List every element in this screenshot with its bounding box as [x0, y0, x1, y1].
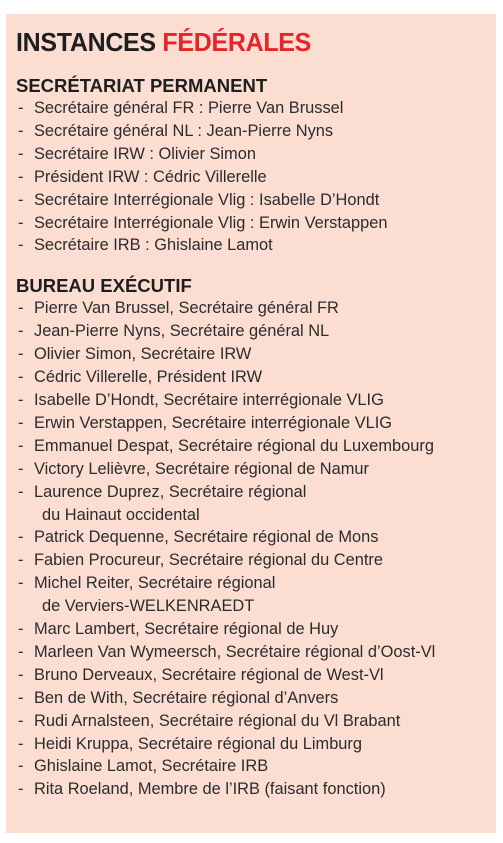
bullet-dash: - [18, 688, 24, 707]
bullet-dash: - [18, 322, 24, 341]
list-item-text: Secrétaire général FR : Pierre Van Brussel [34, 99, 344, 117]
list-item-text: Olivier Simon, Secrétaire IRW [34, 345, 252, 364]
bullet-dash: - [18, 459, 24, 478]
list-item-text: Heidi Kruppa, Secrétaire régional du Limburg [34, 734, 362, 753]
list-item-text: Emmanuel Despat, Secrétaire régional du Luxembourg [34, 436, 434, 455]
list-item [16, 641, 496, 664]
list-item [16, 458, 496, 481]
list-item [16, 212, 496, 235]
bullet-dash: - [18, 99, 24, 117]
bullet-dash: - [18, 213, 24, 232]
secretariat-list [16, 97, 496, 257]
list-item-text: Isabelle D’Hondt, Secrétaire interrégionale VLIG [34, 390, 384, 409]
bullet-dash: - [18, 299, 24, 318]
instances-panel [6, 14, 496, 833]
bullet-dash: - [18, 436, 24, 455]
list-item-text: Cédric Villerelle, Président IRW [34, 368, 263, 387]
bullet-dash: - [18, 574, 24, 593]
list-item-text: Rudi Arnalsteen, Secrétaire régional du Vl Brabant [34, 711, 401, 730]
bullet-dash: - [18, 711, 24, 730]
list-item-text: Victory Lelièvre, Secrétaire régional de Namur [34, 459, 369, 478]
bullet-dash: - [18, 167, 24, 186]
bullet-dash: - [18, 780, 24, 799]
list-item [16, 435, 496, 458]
list-item [16, 343, 496, 366]
list-item [16, 664, 496, 687]
list-item-text-continued: du Hainaut occidental [42, 505, 200, 524]
list-item-text: Pierre Van Brussel, Secrétaire général FR [34, 299, 339, 318]
bullet-dash: - [18, 620, 24, 639]
bullet-dash: - [18, 121, 24, 140]
list-item-text: Secrétaire IRW : Olivier Simon [34, 144, 256, 163]
bullet-dash: - [18, 236, 24, 255]
bureau-list [16, 297, 496, 801]
bullet-dash: - [18, 757, 24, 776]
list-item-text: Secrétaire Interrégionale Vlig : Erwin Verstappen [34, 213, 388, 232]
section-heading-secretariat: SECRÉTARIAT PERMANENT [16, 75, 268, 96]
list-item [16, 710, 496, 733]
list-item [16, 618, 496, 641]
list-item-text: Fabien Procureur, Secrétaire régional du Centre [34, 551, 383, 570]
list-item-text-continued: de Verviers-WELKENRAEDT [42, 597, 255, 616]
bullet-dash: - [18, 642, 24, 661]
list-item-text: Ghislaine Lamot, Secrétaire IRB [34, 757, 269, 776]
list-item [16, 733, 496, 756]
list-item [16, 481, 496, 527]
list-item [16, 412, 496, 435]
list-item [16, 526, 496, 549]
list-item [16, 687, 496, 710]
list-item [16, 189, 496, 212]
list-item-text: Secrétaire Interrégionale Vlig : Isabelle D’Hondt [34, 190, 380, 209]
bullet-dash: - [18, 413, 24, 432]
bullet-dash: - [18, 482, 24, 501]
list-item [16, 572, 496, 618]
list-item [16, 120, 496, 143]
list-item-text: Secrétaire IRB : Ghislaine Lamot [34, 236, 273, 255]
list-item [16, 549, 496, 572]
list-item [16, 389, 496, 412]
list-item-text: Patrick Dequenne, Secrétaire régional de Mons [34, 528, 379, 547]
bullet-dash: - [18, 551, 24, 570]
bullet-dash: - [18, 368, 24, 387]
bullet-dash: - [18, 734, 24, 753]
bullet-dash: - [18, 528, 24, 547]
list-item [16, 778, 496, 801]
section-heading-bureau: BUREAU EXÉCUTIF [16, 275, 192, 297]
bullet-dash: - [18, 345, 24, 364]
list-item-text: Bruno Derveaux, Secrétaire régional de West-Vl [34, 665, 384, 684]
title-part-1: INSTANCES [16, 27, 163, 57]
list-item [16, 366, 496, 389]
list-item [16, 234, 496, 257]
bullet-dash: - [18, 665, 24, 684]
title-part-2-accent: FÉDÉRALES [162, 27, 312, 57]
page-title [16, 26, 477, 60]
list-item [16, 320, 496, 343]
bullet-dash: - [18, 190, 24, 209]
list-item-text: Jean-Pierre Nyns, Secrétaire général NL [34, 322, 330, 341]
list-item [16, 297, 496, 320]
bullet-dash: - [18, 144, 24, 163]
list-item-text: Secrétaire général NL : Jean-Pierre Nyns [34, 121, 334, 140]
list-item-text: Marc Lambert, Secrétaire régional de Huy [34, 620, 339, 639]
list-item [16, 97, 496, 120]
list-item [16, 166, 496, 189]
list-item-text: Laurence Duprez, Secrétaire régional [34, 482, 307, 501]
list-item-text: Ben de With, Secrétaire régional d’Anvers [34, 688, 339, 707]
list-item [16, 755, 496, 778]
list-item-text: Marleen Van Wymeersch, Secrétaire régional d’Oost-Vl [34, 642, 436, 661]
bullet-dash: - [18, 390, 24, 409]
list-item-text: Président IRW : Cédric Villerelle [34, 167, 267, 186]
list-item-text: Erwin Verstappen, Secrétaire interrégionale VLIG [34, 413, 393, 432]
list-item [16, 143, 496, 166]
list-item-text: Michel Reiter, Secrétaire régional [34, 574, 276, 593]
list-item-text: Rita Roeland, Membre de l’IRB (faisant fonction) [34, 780, 386, 799]
